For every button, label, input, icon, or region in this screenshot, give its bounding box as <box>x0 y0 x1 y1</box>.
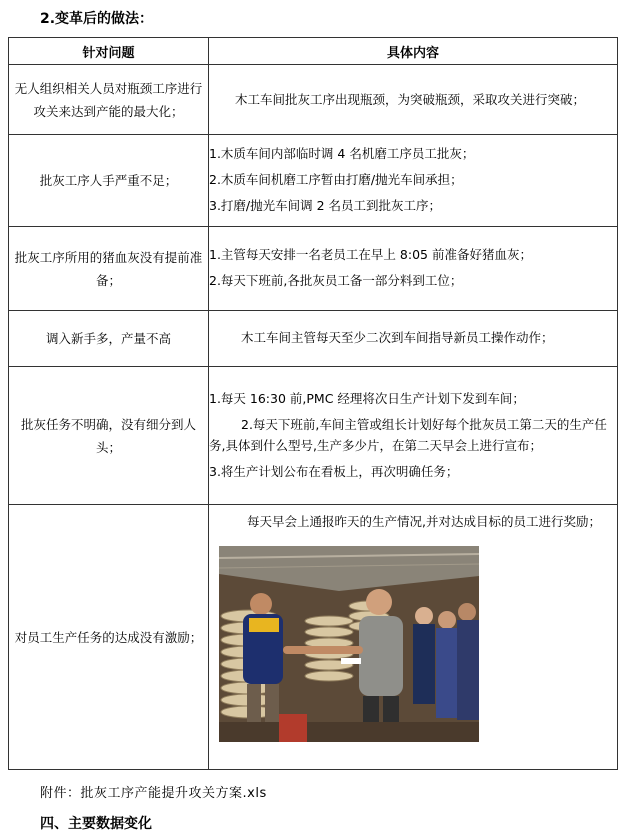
content-cell <box>209 65 618 135</box>
issue-cell: 无人组织相关人员对瓶颈工序进行攻关来达到产能的最大化； <box>9 65 209 135</box>
workshop-photo-image <box>219 546 479 742</box>
section-heading: 四、主要数据变化 <box>40 816 152 832</box>
content-item: 3.将生产计划公布在看板上，再次明确任务； <box>209 463 459 479</box>
content-cell <box>209 311 618 367</box>
issue-cell: 批灰工序所用的猪血灰没有提前准备； <box>9 227 209 311</box>
table-row <box>9 367 618 505</box>
table-header-row <box>9 38 618 65</box>
table-row <box>9 135 618 227</box>
workshop-photo <box>219 546 479 742</box>
content-item: 1.主管每天安排一名老员工在早上 8:05 前准备好猪血灰； <box>209 247 532 262</box>
header-issue: 针对问题 <box>9 38 209 65</box>
content-text: 木工车间主管每天至少二次到车间指导新员工操作动作； <box>241 330 554 345</box>
reform-table <box>8 37 618 770</box>
content-cell <box>209 135 618 227</box>
content-cell <box>209 505 618 770</box>
table-row <box>9 227 618 311</box>
issue-cell: 调入新手多，产量不高 <box>9 311 209 367</box>
table-row <box>9 311 618 367</box>
issue-cell: 批灰任务不明确，没有细分到人头； <box>9 367 209 505</box>
content-text: 木工车间批灰工序出现瓶颈，为突破瓶颈，采取攻关进行突破； <box>235 92 586 107</box>
content-item: 2.每天下班前,车间主管或组长计划好每个批灰员工第二天的生产任务,具体到什么型号,生产多少片，在第二天早会上进行宣布； <box>209 416 607 453</box>
header-content: 具体内容 <box>209 38 618 65</box>
attachment-note: 附件：批灰工序产能提升攻关方案.xls <box>40 786 267 801</box>
issue-cell: 批灰工序人手严重不足； <box>9 135 209 227</box>
content-item: 1.木质车间内部临时调 4 名机磨工序员工批灰； <box>209 146 475 161</box>
table-row <box>9 65 618 135</box>
content-cell <box>209 367 618 505</box>
table-row <box>9 505 618 770</box>
content-item: 2.每天下班前,各批灰员工备一部分料到工位； <box>209 273 463 288</box>
content-cell <box>209 227 618 311</box>
content-text: 每天早会上通报昨天的生产情况,并对达成目标的员工进行奖励； <box>247 514 601 529</box>
issue-cell: 对员工生产任务的达成没有激励； <box>9 505 209 770</box>
section-title: 2.变革后的做法： <box>40 11 154 27</box>
content-item: 1.每天 16:30 前,PMC 经理将次日生产计划下发到车间； <box>209 390 525 406</box>
content-item: 3.打磨/抛光车间调 2 名员工到批灰工序； <box>209 198 442 213</box>
content-item: 2.木质车间机磨工序暂由打磨/抛光车间承担； <box>209 172 463 187</box>
